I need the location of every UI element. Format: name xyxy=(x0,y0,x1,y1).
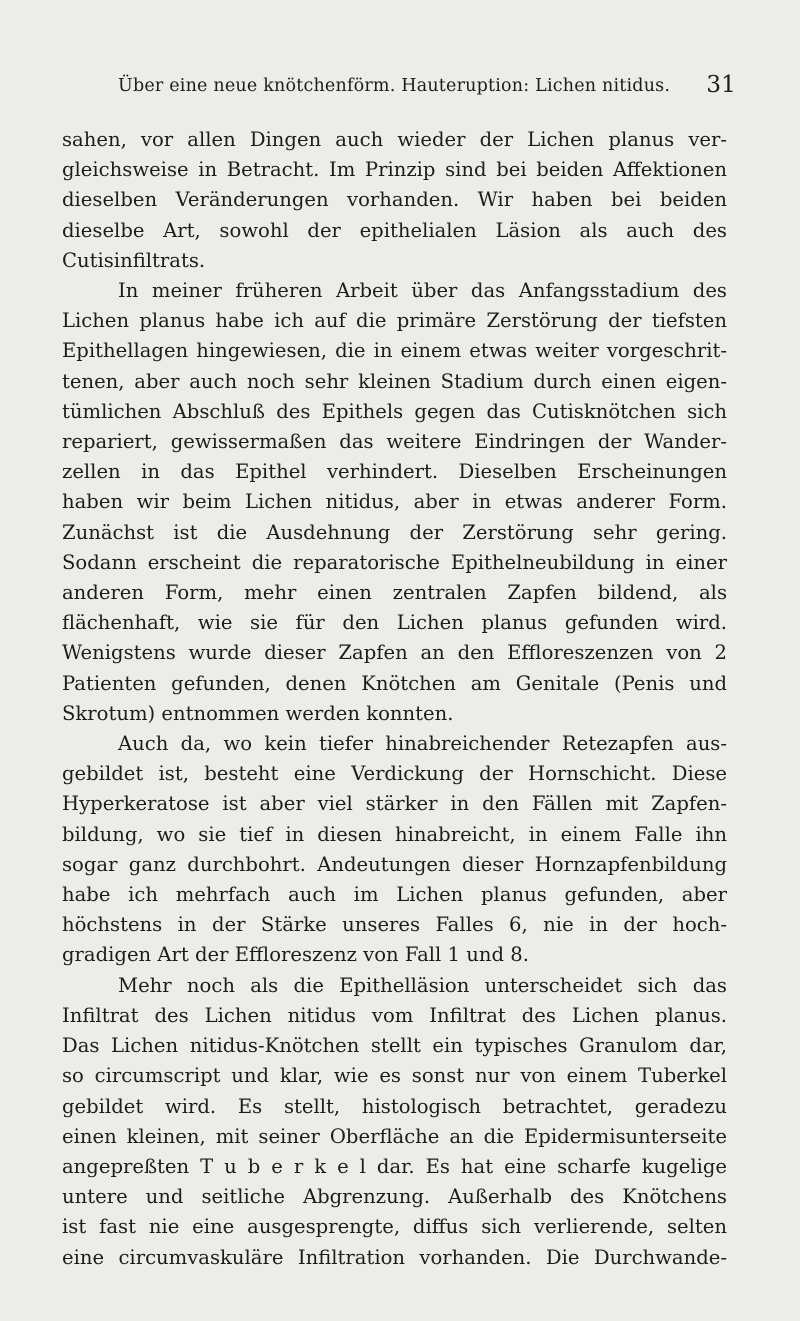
text-line: untere und seitliche Abgrenzung. Außerhalb des Knötchens xyxy=(62,1185,727,1209)
text-line: Lichen planus habe ich auf die primäre Zerstörung der tiefsten xyxy=(62,309,727,333)
text-line: Sodann erscheint die reparatorische Epithelneubildung in einer xyxy=(62,550,727,574)
text-line: Skrotum) entnommen werden konnten. xyxy=(62,701,454,725)
text-line: dieselbe Art, sowohl der epithelialen Läsion als auch des xyxy=(62,218,727,242)
text-line: tenen, aber auch noch sehr kleinen Stadium durch einen eigen- xyxy=(62,369,727,393)
text-line: Mehr noch als die Epithelläsion unterscheidet sich das xyxy=(118,973,727,997)
text-line: zellen in das Epithel verhindert. Dieselben Erscheinungen xyxy=(62,460,727,484)
text-line: anderen Form, mehr einen zentralen Zapfen bildend, als xyxy=(62,581,727,605)
text-line: einen kleinen, mit seiner Oberfläche an die Epidermisunterseite xyxy=(62,1124,727,1148)
text-line: Epithellagen hingewiesen, die in einem etwas weiter vorgeschrit- xyxy=(62,339,727,363)
text-line: ist fast nie eine ausgesprengte, diffus sich verlierende, selten xyxy=(62,1215,727,1239)
text-line: so circumscript und klar, wie es sonst nur von einem Tuberkel xyxy=(62,1064,727,1088)
text-line: gradigen Art der Effloreszenz von Fall 1 und 8. xyxy=(62,943,529,967)
paragraph xyxy=(62,729,727,971)
text-line: gleichsweise in Betracht. Im Prinzip sind bei beiden Affektionen xyxy=(62,158,727,182)
paragraph xyxy=(62,125,727,276)
text-line: sogar ganz durchbohrt. Andeutungen dieser Hornzapfenbildung xyxy=(62,852,727,876)
text-line: Das Lichen nitidus-Knötchen stellt ein typisches Granulom dar, xyxy=(62,1034,727,1058)
text-line: repariert, gewissermaßen das weitere Eindringen der Wander- xyxy=(62,430,727,454)
text-line: bildung, wo sie tief in diesen hinabreicht, in einem Falle ihn xyxy=(62,822,727,846)
text-line: Patienten gefunden, denen Knötchen am Genitale (Penis und xyxy=(62,671,727,695)
body-text xyxy=(62,125,727,1273)
text-line: tümlichen Abschluß des Epithels gegen das Cutisknötchen sich xyxy=(62,399,727,423)
running-title: Über eine neue knötchenförm. Hauteruption: Lichen nitidus. xyxy=(118,76,671,96)
paragraph xyxy=(62,971,727,1273)
paragraph xyxy=(62,276,727,729)
text-line: habe ich mehrfach auch im Lichen planus gefunden, aber xyxy=(62,883,727,907)
text-line: angepreßten T u b e r k e l dar. Es hat eine scharfe kugelige xyxy=(62,1154,727,1178)
text-line: haben wir beim Lichen nitidus, aber in etwas anderer Form. xyxy=(62,490,727,514)
running-header xyxy=(118,70,738,110)
text-line: höchstens in der Stärke unseres Falles 6, nie in der hoch- xyxy=(62,913,727,937)
text-line: gebildet ist, besteht eine Verdickung der Hornschicht. Diese xyxy=(62,762,727,786)
text-line: Wenigstens wurde dieser Zapfen an den Effloreszenzen von 2 xyxy=(62,641,727,665)
text-line: Hyperkeratose ist aber viel stärker in den Fällen mit Zapfen- xyxy=(62,792,727,816)
text-line: Infiltrat des Lichen nitidus vom Infiltrat des Lichen planus. xyxy=(62,1003,727,1027)
text-line: dieselben Veränderungen vorhanden. Wir haben bei beiden xyxy=(62,188,727,212)
text-line: Auch da, wo kein tiefer hinabreichender Retezapfen aus- xyxy=(118,732,727,756)
text-line: eine circumvaskuläre Infiltration vorhanden. Die Durchwande- xyxy=(62,1245,727,1269)
text-line: flächenhaft, wie sie für den Lichen planus gefunden wird. xyxy=(62,611,727,635)
text-line: sahen, vor allen Dingen auch wieder der Lichen planus ver- xyxy=(62,128,727,151)
page-number: 31 xyxy=(706,72,736,98)
text-line: gebildet wird. Es stellt, histologisch betrachtet, geradezu xyxy=(62,1094,727,1118)
text-line: Zunächst ist die Ausdehnung der Zerstörung sehr gering. xyxy=(62,520,727,544)
text-line: Cutisinfiltrats. xyxy=(62,248,206,272)
text-line: In meiner früheren Arbeit über das Anfangsstadium des xyxy=(118,279,727,303)
